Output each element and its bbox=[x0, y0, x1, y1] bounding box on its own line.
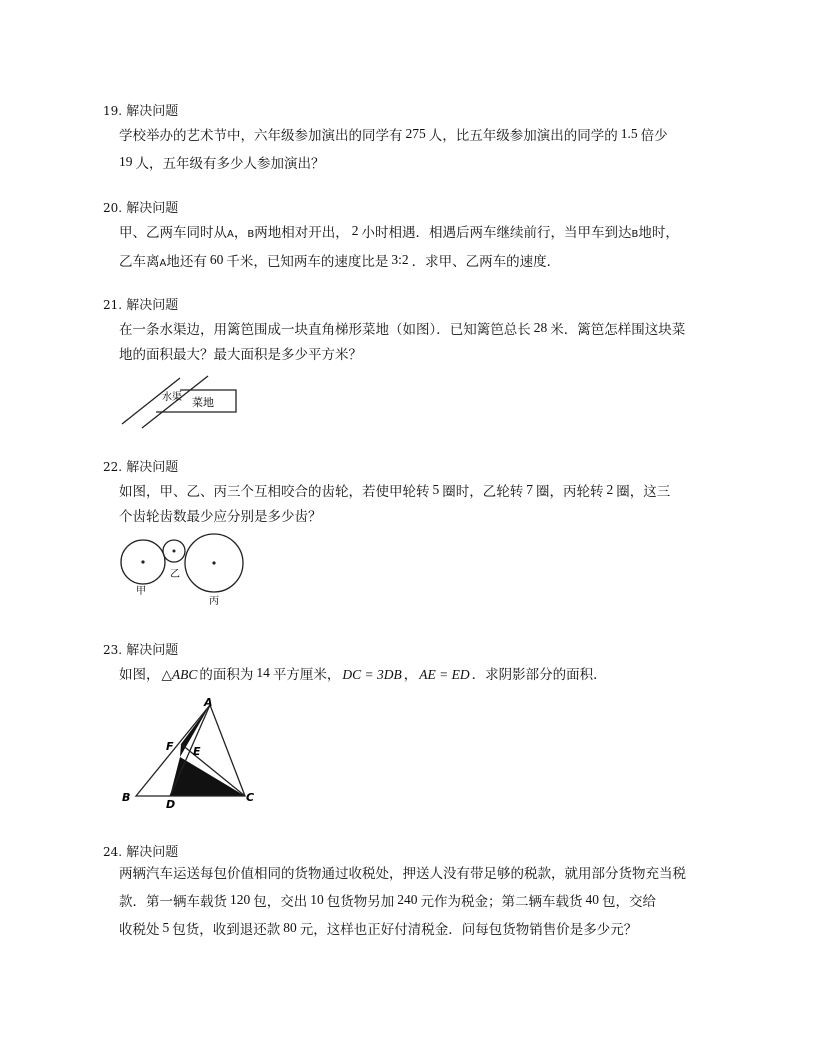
gears-figure bbox=[118, 533, 246, 609]
point-label: A bbox=[227, 229, 234, 240]
question-number: 24. bbox=[103, 845, 123, 859]
label-c: C bbox=[246, 791, 255, 804]
question-number: 19. bbox=[103, 104, 123, 118]
math-number: 5 bbox=[432, 482, 440, 497]
field-label: 菜地 bbox=[192, 396, 214, 409]
question-number: 20. bbox=[103, 201, 123, 215]
triangle-figure bbox=[118, 696, 268, 812]
text-run: 倍少 bbox=[640, 128, 668, 144]
math-number: 40 bbox=[585, 892, 599, 907]
gear-center bbox=[212, 561, 215, 564]
text-run: 包货物另加 bbox=[326, 894, 395, 910]
math-number: 60 bbox=[209, 252, 224, 267]
question-number: 23. bbox=[103, 643, 123, 657]
question-header bbox=[103, 842, 723, 862]
question-24 bbox=[103, 842, 723, 943]
math-number: 28 bbox=[533, 320, 548, 335]
text-run: 如图，甲、乙、丙三个互相咬合的齿轮，若使甲轮转 bbox=[119, 484, 430, 500]
text-run: 包，交给 bbox=[602, 894, 656, 910]
question-19 bbox=[103, 101, 723, 177]
text-run: 圈，丙轮转 bbox=[536, 484, 604, 500]
text-run: ， bbox=[233, 225, 248, 241]
question-header bbox=[103, 640, 723, 660]
text-run: 包货，收到退还款 bbox=[172, 922, 281, 938]
point-label: A bbox=[159, 258, 167, 269]
math-number: 19 bbox=[119, 154, 133, 169]
text-run: 元，这样也正好付清税金．问每包货物销售价是多少元？ bbox=[299, 922, 638, 938]
label-a: A bbox=[204, 696, 213, 709]
text-run: 小时相遇．相遇后两车继续前行，当甲车到达 bbox=[361, 225, 632, 241]
text-run: 的面积为 bbox=[199, 667, 254, 683]
text-run: 款．第一辆车载货 bbox=[119, 894, 227, 910]
math-number: 14 bbox=[256, 665, 270, 680]
label-d: D bbox=[166, 798, 176, 811]
question-20 bbox=[103, 198, 723, 276]
question-title: 解决问题 bbox=[126, 298, 179, 313]
question-header bbox=[103, 198, 723, 218]
text-run: 平方厘米， bbox=[272, 667, 341, 683]
math-expression: DC = 3DB bbox=[342, 667, 402, 682]
question-text bbox=[103, 218, 723, 276]
question-title: 解决问题 bbox=[126, 104, 179, 119]
math-expression: △ABC bbox=[161, 667, 198, 682]
label-jia: 甲 bbox=[136, 586, 146, 597]
math-number: 5 bbox=[162, 920, 170, 935]
question-text bbox=[103, 660, 723, 688]
math-number: 10 bbox=[310, 892, 324, 907]
label-bing: 丙 bbox=[209, 596, 219, 607]
text-run: ， bbox=[403, 667, 418, 683]
math-number: 7 bbox=[526, 482, 533, 497]
math-number: 2 bbox=[351, 223, 359, 238]
point-label: B bbox=[631, 229, 639, 240]
text-run: ．求甲、乙两车的速度． bbox=[411, 254, 561, 270]
question-title: 解决问题 bbox=[126, 643, 179, 658]
math-number: 2 bbox=[606, 482, 614, 497]
math-number: 3:2 bbox=[391, 252, 409, 267]
text-run: 千米，已知两车的速度比是 bbox=[226, 254, 389, 270]
text-run: 圈，这三 bbox=[616, 484, 671, 500]
text-run: 个齿轮齿数最少应分别是多少齿？ bbox=[119, 509, 322, 525]
question-22 bbox=[103, 457, 723, 530]
canal-field-figure bbox=[118, 372, 248, 430]
question-23 bbox=[103, 640, 723, 688]
text-run: 乙车离 bbox=[119, 254, 160, 270]
text-run: ．求阴影部分的面积． bbox=[471, 667, 607, 683]
math-number: 1.5 bbox=[620, 126, 638, 141]
math-number: 240 bbox=[397, 892, 418, 907]
math-number: 80 bbox=[283, 920, 297, 935]
question-text bbox=[103, 477, 723, 530]
text-run: 包，交出 bbox=[253, 894, 308, 910]
shaded-region-bottom bbox=[170, 757, 245, 796]
question-text bbox=[103, 121, 723, 177]
question-title: 解决问题 bbox=[126, 201, 179, 216]
math-expression: AE = ED bbox=[419, 667, 470, 682]
text-run: 地时， bbox=[638, 225, 679, 241]
text-run: 在一条水渠边，用篱笆围成一块直角梯形菜地（如图）．已知篱笆总长 bbox=[119, 322, 531, 338]
question-header bbox=[103, 457, 723, 477]
text-run: 米．篱笆怎样围这块菜 bbox=[550, 322, 686, 338]
text-run: 如图， bbox=[119, 667, 160, 683]
question-21 bbox=[103, 295, 723, 368]
question-number: 22. bbox=[103, 460, 123, 474]
question-title: 解决问题 bbox=[126, 845, 179, 860]
canal-label: 水渠 bbox=[162, 392, 182, 403]
math-number: 275 bbox=[405, 126, 426, 141]
text-run: 地的面积最大？最大面积是多少平方米？ bbox=[119, 347, 362, 363]
question-text bbox=[103, 315, 723, 368]
text-run: 学校举办的艺术节中，六年级参加演出的同学有 bbox=[119, 128, 403, 144]
question-text bbox=[103, 862, 723, 943]
label-f: F bbox=[166, 740, 174, 753]
gear-center bbox=[173, 550, 176, 553]
text-run: 人，比五年级参加演出的同学的 bbox=[428, 128, 618, 144]
text-run: 甲、乙两车同时从 bbox=[119, 225, 227, 241]
question-number: 21. bbox=[103, 298, 123, 312]
text-run: 元作为税金；第二辆车载货 bbox=[420, 894, 583, 910]
question-title: 解决问题 bbox=[126, 460, 179, 475]
text-run: 两地相对开出， bbox=[254, 225, 349, 241]
text-run: 地还有 bbox=[166, 254, 207, 270]
text-run: 两辆汽车运送每包价值相同的货物通过收税处，押送人没有带足够的税款，就用部分货物充当税 bbox=[119, 866, 686, 882]
label-yi: 乙 bbox=[170, 569, 180, 580]
label-b: B bbox=[122, 791, 131, 804]
math-number: 120 bbox=[230, 892, 251, 907]
label-e: E bbox=[193, 745, 201, 758]
text-run: 圈时，乙轮转 bbox=[442, 484, 524, 500]
point-label: B bbox=[247, 229, 255, 240]
question-header bbox=[103, 295, 723, 315]
question-header bbox=[103, 101, 723, 121]
text-run: 收税处 bbox=[119, 922, 160, 938]
text-run: 人，五年级有多少人参加演出？ bbox=[135, 156, 325, 172]
gear-center bbox=[141, 560, 144, 563]
